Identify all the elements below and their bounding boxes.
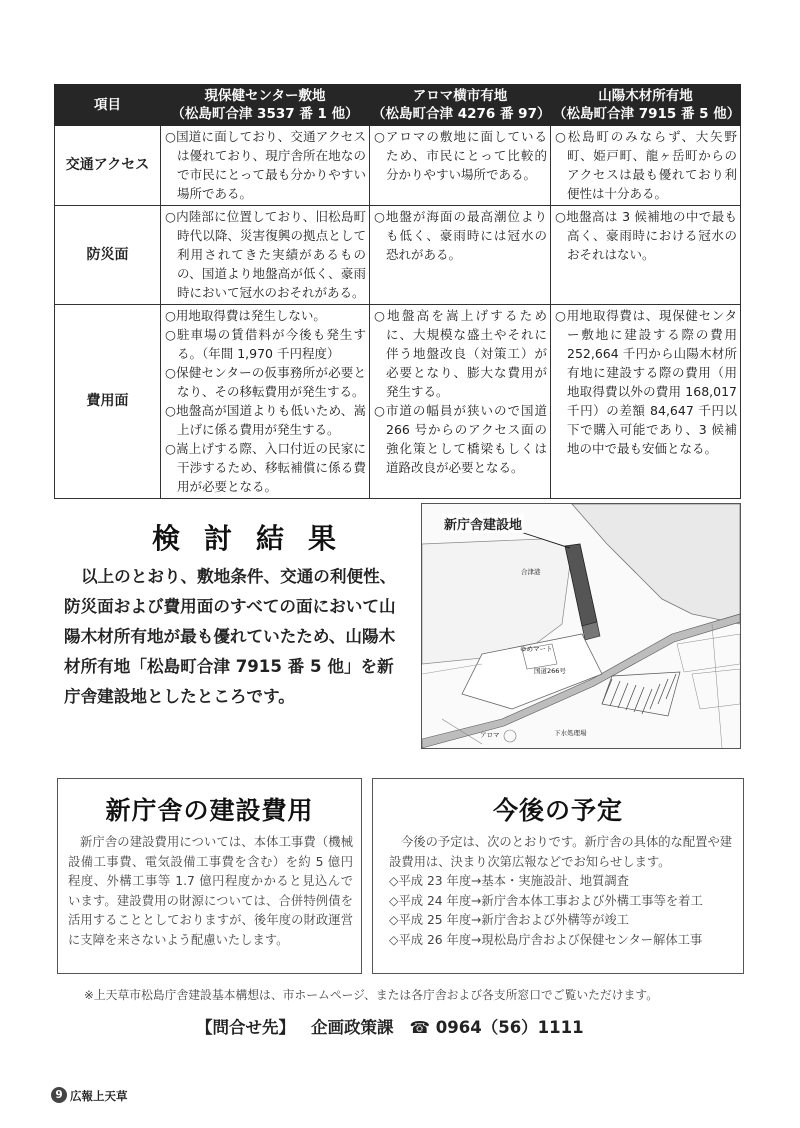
footnote: ※上天草市松島庁舎建設基本構想は、市ホームページ、または各庁舎および各支所窓口でご覧いただけます。 <box>84 988 659 1002</box>
cell-access-site1 <box>161 126 370 206</box>
site-comparison-table <box>54 84 741 499</box>
map-drawing <box>422 504 740 748</box>
result-paragraph: 以上のとおり、敷地条件、交通の利便性、防災面および費用面のすべての面において山陽木材所有地が最も優れていたため、山陽木材所有地「松島町合津 7915 番 5 他」を新庁舎建設地としたところです。 <box>64 567 397 706</box>
header-site2-address: （松島町合津 4276 番 97） <box>372 106 551 122</box>
schedule-intro: 今後の予定は、次のとおりです。新庁舎の具体的な配置や建設費用は、決まり次第広報などでお知らせします。 <box>389 835 733 869</box>
cell-disaster-site1 <box>161 206 370 305</box>
cell-text: ○内陸部に位置しており、旧松島町時代以降、災害復興の拠点として利用されてきた実績があるものの、国道より地盤高が低く、豪雨時において冠水のおそれがある。 <box>165 209 366 300</box>
table-row-access <box>55 126 741 206</box>
schedule-item: ◇平成 25 年度→新庁舎および外構等が竣工 <box>389 913 629 927</box>
contact-line <box>196 1014 600 1038</box>
schedule-list <box>373 872 743 950</box>
schedule-item: ◇平成 23 年度→基本・実施設計、地質調査 <box>389 874 629 888</box>
header-site3 <box>551 85 741 126</box>
cell-cost-site3 <box>551 305 741 499</box>
cell-text: ○用地取得費は、現保健センター敷地に建設する際の費用 252,664 千円から山陽木材所有地に建設する際の費用（用地取得費以外の費用 168,017 千円）の差額 84,647 千円以下で購入可能であり、3 候補地の中で最も安価となる。 <box>555 308 737 456</box>
schedule-box-title: 今後の予定 <box>492 796 623 825</box>
row-label-cost: 費用面 <box>55 305 161 499</box>
cost-box-text: 新庁舎の建設費用については、本体工事費（機械設備工事費、電気設備工事費を含む）を約 5 億円程度、外構工事等 1.7 億円程度かかると見込んでいます。建設費用の財源については、合併特例債を活用することとしておりますが、後年度の財政運営に支障を来さないよう配慮いたします。 <box>68 835 353 947</box>
cell-text: ○地盤高は 3 候補地の中で最も高く、豪雨時における冠水のおそれはない。 <box>555 209 737 262</box>
map-label-road: 国道266号 <box>534 667 566 675</box>
header-site1-name: 現保健センター敷地 <box>204 88 326 104</box>
contact-label: 【問合せ先】 <box>196 1018 295 1037</box>
header-site3-name: 山陽木材所有地 <box>598 88 693 104</box>
cell-cost-site2 <box>370 305 551 499</box>
cell-text: ○松島町のみならず、大矢野町、姫戸町、龍ヶ岳町からのアクセスは最も優れており利便性は十分ある。 <box>555 129 737 201</box>
map-title: 新庁舎建設地 <box>442 514 524 533</box>
cell-text: ○駐車場の賃借料が今後も発生する。（年間 1,970 千円程度） <box>165 327 366 361</box>
cell-text: ○地盤高を嵩上げするために、大規模な盛土やそれに伴う地盤改良（対策工）が必要となり、膨大な費用が発生する。 <box>374 308 547 399</box>
cell-access-site2 <box>370 126 551 206</box>
cell-text: ○嵩上げする際、入口付近の民家に干渉するため、移転補償に係る費用が必要となる。 <box>165 441 366 494</box>
header-item: 項目 <box>55 85 161 126</box>
cell-disaster-site2 <box>370 206 551 305</box>
header-site3-address: （松島町合津 7915 番 5 他） <box>553 106 741 122</box>
header-site1 <box>161 85 370 126</box>
cell-text: ○市道の幅員が狭いので国道 266 号からのアクセス面の強化策として橋梁もしくは道路改良が必要となる。 <box>374 403 547 475</box>
row-label-access: 交通アクセス <box>55 126 161 206</box>
cell-disaster-site3 <box>551 206 741 305</box>
publication-name: 広報上天草 <box>70 1089 128 1103</box>
map-label-sewage: 下水処理場 <box>554 729 587 737</box>
header-site2 <box>370 85 551 126</box>
cell-cost-site1 <box>161 305 370 499</box>
cell-text: ○アロマの敷地に面しているため、市民にとって比較的分かりやすい場所である。 <box>374 129 547 182</box>
cell-text: ○地盤が海面の最高潮位よりも低く、豪雨時には冠水の恐れがある。 <box>374 209 547 262</box>
contact-department: 企画政策課 <box>311 1018 394 1037</box>
cell-text: ○保健センターの仮事務所が必要となり、その移転費用が発生する。 <box>165 365 366 399</box>
map-label-aroma: アロマ <box>480 731 500 739</box>
construction-cost-box <box>57 778 362 974</box>
map-label-mall: ゆめマート <box>520 645 553 653</box>
row-label-disaster: 防災面 <box>55 206 161 305</box>
page-number-badge: 9 <box>51 1087 67 1103</box>
contact-phone: ☎ 0964（56）1111 <box>409 1018 584 1037</box>
table-header-row <box>55 85 741 126</box>
cell-access-site3 <box>551 126 741 206</box>
header-site1-address: （松島町合津 3537 番 1 他） <box>171 106 359 122</box>
header-site2-name: アロマ横市有地 <box>412 88 508 104</box>
cost-box-title: 新庁舎の建設費用 <box>105 796 314 825</box>
schedule-item: ◇平成 24 年度→新庁舎本体工事および外構工事等を着工 <box>389 893 703 908</box>
cell-text: ○地盤高が国道よりも低いため、嵩上げに係る費用が発生する。 <box>165 403 366 437</box>
result-heading: 検討結果 <box>152 522 361 555</box>
schedule-item: ◇平成 26 年度→現松島庁舎および保健センター解体工事 <box>389 932 703 947</box>
site-map <box>421 503 741 749</box>
cell-text: ○用地取得費は発生しない。 <box>165 308 326 323</box>
schedule-box <box>372 778 744 974</box>
table-row-disaster <box>55 206 741 305</box>
cell-text: ○国道に面しており、交通アクセスは優れており、現庁舎所在地なので市民にとって最も分かりやすい場所である。 <box>165 129 366 201</box>
table-row-cost <box>55 305 741 499</box>
map-label-port: 合津港 <box>521 568 541 576</box>
